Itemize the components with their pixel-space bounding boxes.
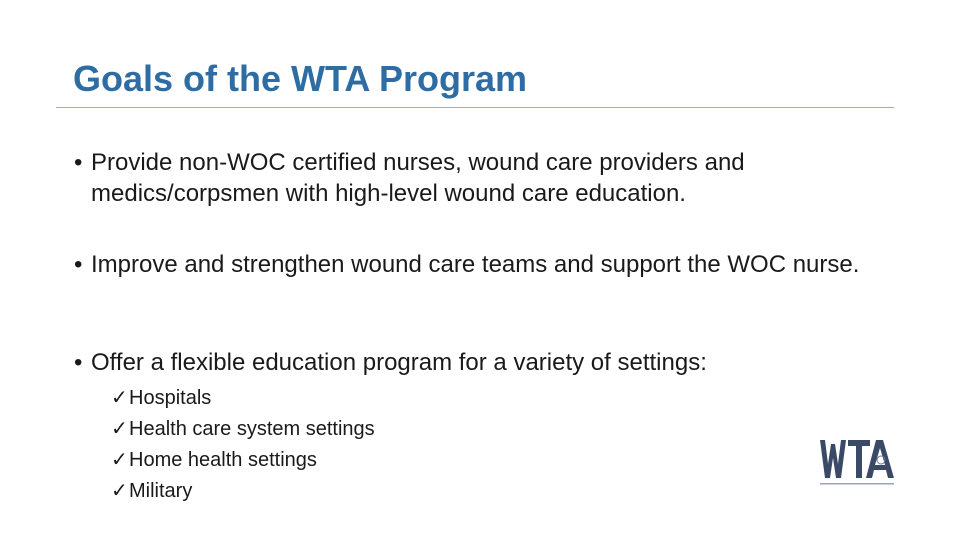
check-icon: ✓ [111, 418, 128, 440]
bullet-text: Provide non-WOC certified nurses, wound care providers and medics/corpsmen with high-level wound care education. [91, 149, 745, 207]
setting-item [111, 478, 192, 503]
bullet-dot: • [74, 149, 83, 176]
setting-text: Hospitals [129, 387, 212, 409]
title-underline [56, 107, 894, 108]
bullet-item [74, 147, 881, 209]
bullet-text: Improve and strengthen wound care teams and support the WOC nurse. [91, 251, 860, 278]
logo-tagline [820, 483, 894, 485]
setting-text: Home health settings [129, 449, 317, 471]
bullet-text: Offer a flexible education program for a variety of settings: [91, 349, 707, 376]
setting-item [111, 385, 211, 410]
check-icon: ✓ [111, 387, 128, 409]
bullet-item [74, 249, 881, 280]
bullet-item [74, 347, 881, 378]
logo-letter-t [848, 440, 870, 478]
logo-letter-w [820, 440, 846, 478]
setting-text: Military [129, 480, 193, 502]
check-icon: ✓ [111, 480, 128, 502]
bullet-dot: • [74, 349, 83, 376]
slide-title: Goals of the WTA Program [73, 58, 528, 99]
setting-text: Health care system settings [129, 418, 375, 440]
setting-item [111, 416, 375, 441]
setting-item [111, 447, 317, 472]
logo-letter-a [866, 440, 894, 478]
bullet-dot: • [74, 251, 83, 278]
check-icon: ✓ [111, 449, 128, 471]
wta-logo-icon [818, 434, 898, 488]
